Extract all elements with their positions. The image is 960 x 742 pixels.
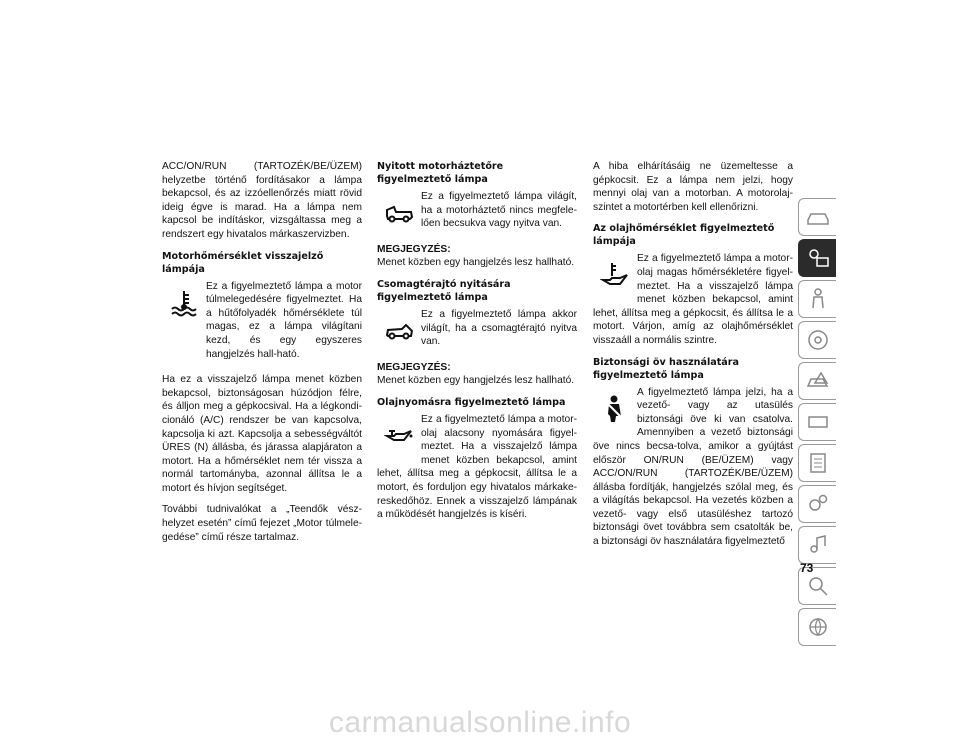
gears-icon bbox=[805, 491, 831, 517]
coolant-warning-block bbox=[162, 280, 362, 370]
warning-light-icon bbox=[805, 245, 831, 271]
note-text: Menet közben egy hangjelzés lesz hallható. bbox=[377, 257, 575, 269]
watermark: carmanualsonline.info bbox=[328, 706, 632, 739]
paragraph: ACC/ON/RUN (TARTOZÉK/BE/ÜZEM) helyzetbe történő fordításakor a lámpa bekapcsol, és az izzóellenőrzés miatt rövid ideig égve is marad. Ha a lámpa nem kapcsol be indításkor, vizsgáltassa meg a rendszert egy hivatalos márkaszervizben. bbox=[162, 161, 362, 240]
section-heading-oil-pressure: Olajnyomásra figyelmeztető lámpa bbox=[377, 396, 566, 408]
car-service-icon bbox=[805, 409, 831, 435]
steering-tab[interactable] bbox=[798, 321, 836, 359]
language-icon bbox=[805, 614, 831, 640]
multimedia-tab[interactable] bbox=[798, 526, 836, 564]
steering-wheel-icon bbox=[805, 327, 831, 353]
paragraph: További tudnivalókat a „Teendők vész-helyzet esetén” című fejezet „Motor túlmele-gedése” című része tartalmaz. bbox=[162, 504, 362, 543]
column-1 bbox=[162, 160, 362, 552]
seatbelt-tab-icon bbox=[805, 286, 831, 312]
warning-lights-tab[interactable] bbox=[798, 239, 836, 277]
car-hazard-icon bbox=[805, 368, 831, 394]
coolant-temp-icon bbox=[162, 280, 206, 326]
note-title: MEGJEGYZÉS: bbox=[377, 243, 451, 255]
language-tab[interactable] bbox=[798, 608, 836, 646]
emergency-tab[interactable] bbox=[798, 403, 836, 441]
starting-tab[interactable] bbox=[798, 362, 836, 400]
column-2 bbox=[377, 160, 577, 530]
chapter-tabs bbox=[798, 198, 836, 649]
column-3 bbox=[593, 160, 793, 557]
paragraph: Ha ez a visszajelző lámpa menet közben bekapcsol, biztonságosan húzódjon félre, és álljon meg a gépkocsival. Ha a légkondi-cionáló (A/C) rendszer be van kapcsolva, kapcsolja ki azt. Kapcsolja a sebességváltót ÜRES (N) állásba, és járassa alapjáraton a motort. Ha a hőmérséklet nem tér vissza a normál tartományba, azonnal állítsa le a motort és hívjon segítséget. bbox=[162, 374, 362, 494]
paragraph: A figyelmeztető lámpa jelzi, ha a vezető- vagy az utasülés biztonsági öve ki van csatolva. Amennyiben a vezető biztonsági öve nincs becsa-tolva, amikor a gyújtást először ON/RUN (BE/ÜZEM) vagy ACC/ON/RUN (TARTOZÉK/BE/ÜZEM) állásba fordítják, hangjelzés szólal meg, és a világítás bekapcsol. Ha vezetés közben a vezető- vagy első utasüléshez tartozó biztonsági övet továbbra sem csatolták be, a biztonsági öv használatára figyelmeztető bbox=[593, 386, 793, 548]
specs-tab[interactable] bbox=[798, 485, 836, 523]
media-icon bbox=[805, 532, 831, 558]
hood-warning-block bbox=[377, 190, 577, 239]
section-heading-oil-temp: Az olajhőmérséklet figyelmeztető lámpája bbox=[593, 223, 775, 248]
oil-pressure-icon bbox=[377, 413, 421, 459]
liftgate-warning-block bbox=[377, 308, 577, 357]
note-title: MEGJEGYZÉS: bbox=[377, 361, 451, 373]
paragraph: A hiba elhárításáig ne üzemeltesse a gépkocsit. Ez a lámpa nem jelzi, hogy mennyi olaj van a motorban. A motorolaj-szintet a motortérben kell ellenőrizni. bbox=[593, 161, 793, 213]
magnifier-icon bbox=[805, 573, 831, 599]
section-heading-liftgate: Csomagtérajtó nyitására figyelmeztető lámpa bbox=[377, 278, 511, 303]
section-heading-hood: Nyitott motorháztetőre figyelmeztető lámpa bbox=[377, 161, 504, 185]
note-text: Menet közben egy hangjelzés lesz hallható. bbox=[377, 375, 575, 387]
checklist-icon bbox=[805, 450, 831, 476]
paragraph: Ez a figyelmeztető lámpa a motor túlmelegedésére figyelmeztet. Ha a hűtőfolyadék hőmérséklete túl magas, ez a lámpa világítani kezd, és egy egyszeres hangjelzés hall-ható. bbox=[206, 280, 362, 360]
car-icon bbox=[805, 204, 831, 230]
paragraph: Ez a figyelmeztető lámpa világít, ha a motorháztető nincs megfele-lően becsukva vagy nyitva van. bbox=[421, 191, 577, 230]
oil-temp-icon bbox=[593, 252, 637, 298]
paragraph: Ez a figyelmeztető lámpa akkor világít, ha a csomagtérajtó nyitva van. bbox=[421, 308, 577, 348]
paragraph: Ez a figyelmeztető lámpa a motor-olaj alacsony nyomására figyel-meztet. Ha a visszajelző lámpa menet közben bekapcsol, amint lehet, állítsa meg a gépkocsit, állítsa le a motort, és forduljon egy hivatalos márkake-reskedőhöz. Ennek a visszajelző lámpának a működését hangjelzés is kíséri. bbox=[377, 413, 577, 521]
section-heading-seatbelt: Biztonsági öv használatára figyelmeztető lámpa bbox=[593, 356, 739, 381]
hood-open-icon bbox=[377, 190, 421, 236]
safety-tab[interactable] bbox=[798, 280, 836, 318]
service-tab[interactable] bbox=[798, 444, 836, 482]
paragraph: Ez a figyelmeztető lámpa a motor-olaj magas hőmérsékletére figyel-meztet. Ha a visszajelző lámpa menet közben bekapcsol, amint lehet, állítsa meg a gépkocsit, és állítsa le a motort. Várjon, amíg az olajhőmérséklet visszaáll a normális szintre. bbox=[593, 253, 793, 346]
seatbelt-icon bbox=[593, 386, 637, 432]
liftgate-open-icon bbox=[377, 308, 421, 354]
car-tab[interactable] bbox=[798, 198, 836, 236]
page-number: 73 bbox=[800, 561, 814, 575]
section-heading-coolant: Motorhőmérséklet visszajelző lámpája bbox=[162, 250, 324, 275]
